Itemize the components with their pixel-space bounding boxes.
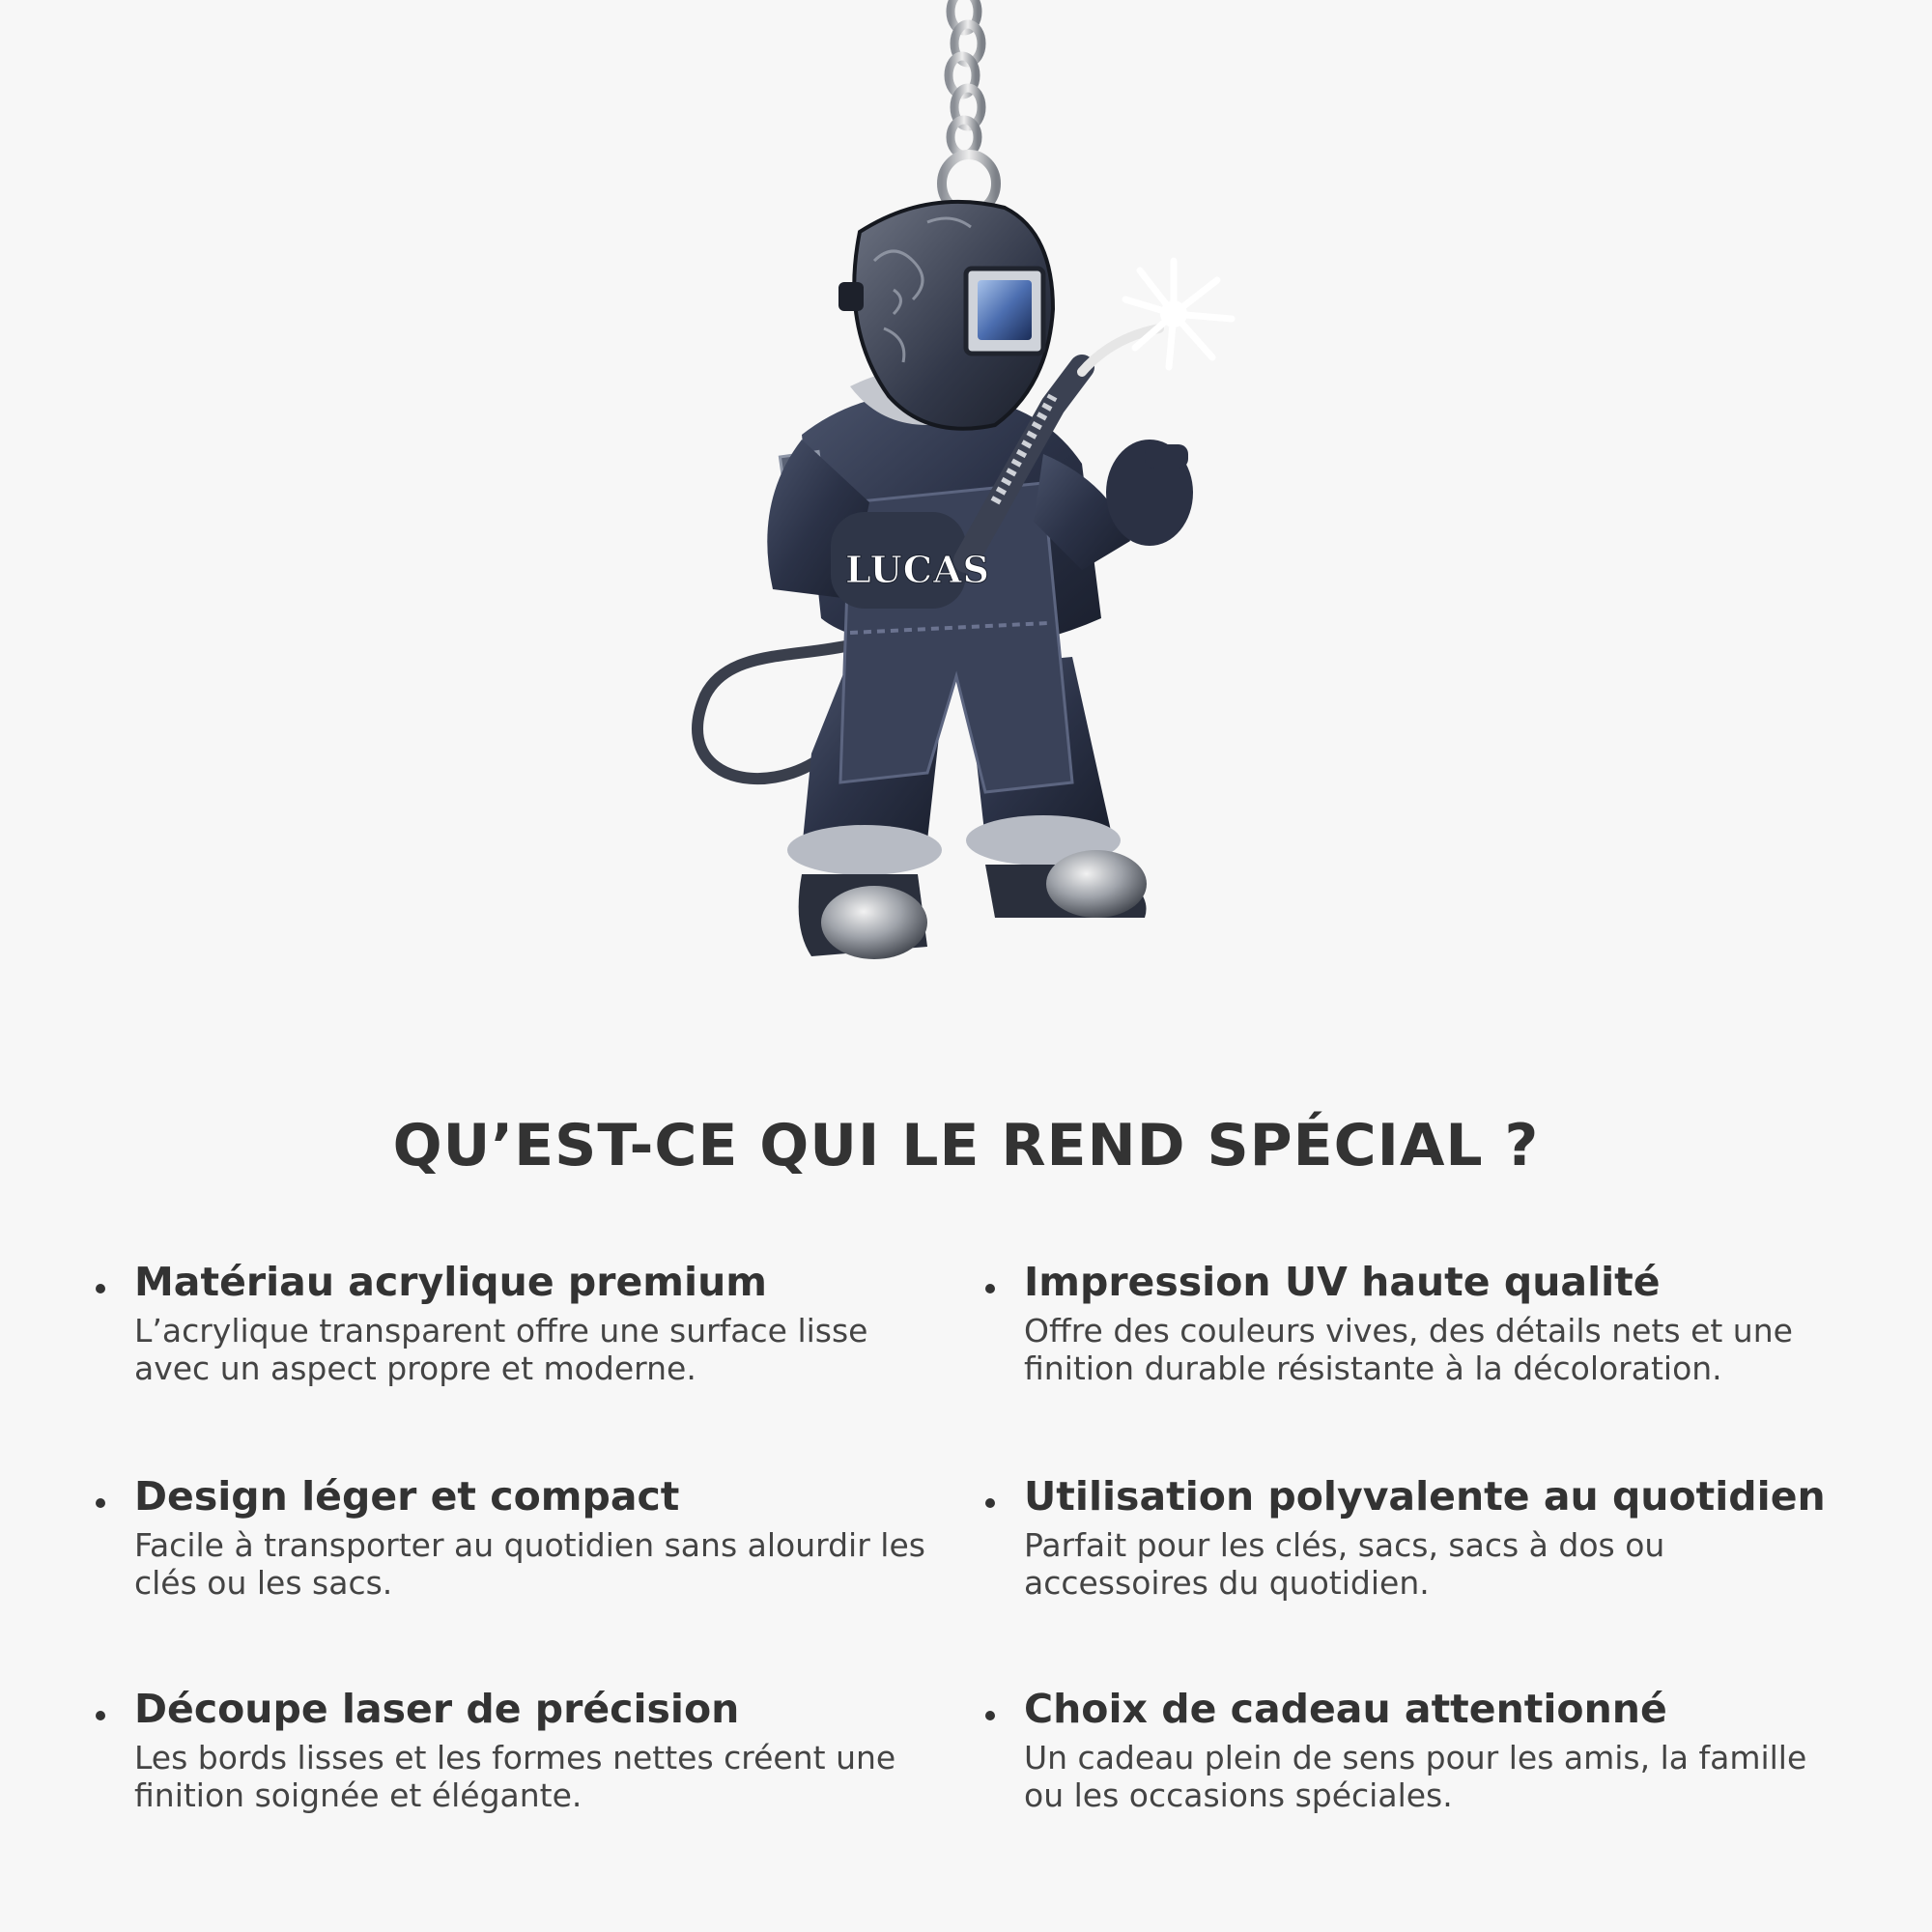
section-heading: QU’EST-CE QUI LE REND SPÉCIAL ? <box>392 1112 1540 1179</box>
bullet-icon <box>96 1284 105 1293</box>
feature-description: Un cadeau plein de sens pour les amis, la famille ou les occasions spéciales. <box>1024 1739 1807 1815</box>
feature-title: Design léger et compact <box>134 1473 680 1520</box>
feature-title: Choix de cadeau attentionné <box>1024 1686 1667 1732</box>
feature-description: Parfait pour les clés, sacs, sacs à dos ou accessoires du quotidien. <box>1024 1526 1665 1603</box>
chain-icon <box>942 0 996 213</box>
feature-item <box>1024 1259 1835 1387</box>
feature-title: Impression UV haute qualité <box>1024 1259 1661 1305</box>
feature-description: Les bords lisses et les formes nettes créent une finition soignée et élégante. <box>134 1739 896 1815</box>
bullet-icon <box>985 1498 995 1508</box>
feature-item <box>1024 1473 1835 1602</box>
feature-description: Facile à transporter au quotidien sans alourdir les clés ou les sacs. <box>134 1526 925 1603</box>
personalized-name-label: LUCAS <box>845 548 990 591</box>
feature-item <box>1024 1686 1835 1814</box>
feature-description: L’acrylique transparent offre une surface lisse avec un aspect propre et moderne. <box>134 1312 868 1388</box>
bullet-icon <box>96 1498 105 1508</box>
feature-item <box>134 1473 946 1602</box>
feature-title: Matériau acrylique premium <box>134 1259 767 1305</box>
feature-title: Découpe laser de précision <box>134 1686 740 1732</box>
feature-title: Utilisation polyvalente au quotidien <box>1024 1473 1826 1520</box>
bullet-icon <box>985 1284 995 1293</box>
feature-description: Offre des couleurs vives, des détails nets et une finition durable résistante à la décoloration. <box>1024 1312 1793 1388</box>
feature-item <box>134 1259 946 1387</box>
bullet-icon <box>96 1711 105 1720</box>
bullet-icon <box>985 1711 995 1720</box>
feature-item <box>134 1686 946 1814</box>
